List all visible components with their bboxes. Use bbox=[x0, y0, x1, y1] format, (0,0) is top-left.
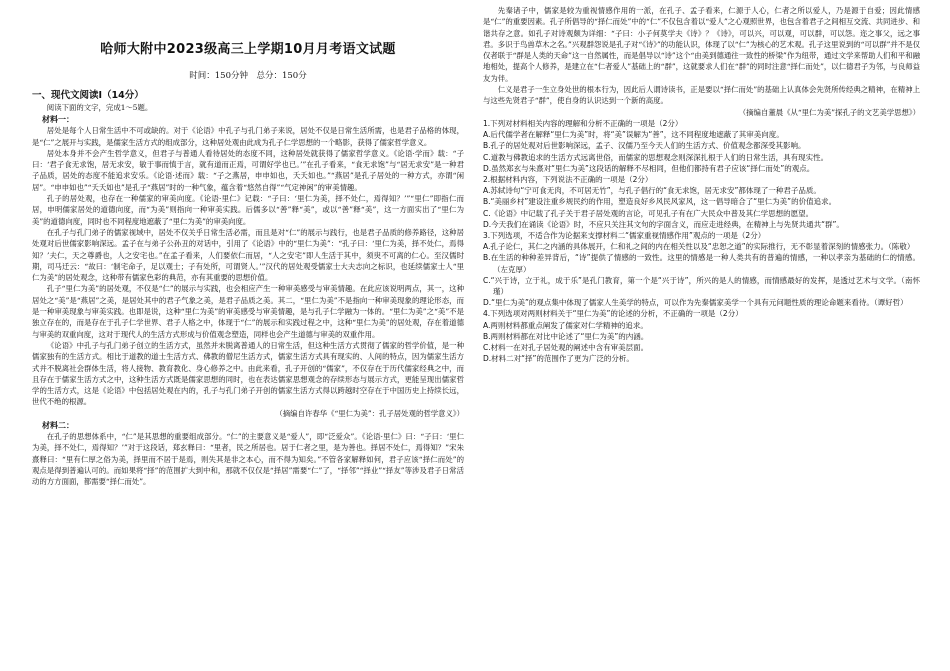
material1-paragraph: 孔子“里仁为美”的居处观，不仅是“仁”的展示与实践，也会相应产生一种审美感受与审美情趣。在此应该说明两点，其一，这种居处之“美”是“燕居”之美，是居处其中的君子气象之美，是君子品质之美。其二，“里仁为美”不是指向一种审美现象的理论形态，而是一种审美现象与审美实践。也即是说，这种“里仁为美”的审美感受与审美情趣，是与孔子仁学融为一体的。“里仁为美”之“美”不是独立存在的，而是存在于孔子仁学世界、君子人格之中，体现于“仁”的展示和实践过程之中，这种“里仁为美”的居处观，存在着道德与审美的双重向度，这对于现代人的生活方式形成与价值观念塑造，同样也会产生道德与审美的双重作用。 bbox=[32, 284, 464, 339]
material1-label: 材料一： bbox=[42, 114, 74, 125]
material1-paragraph: 孔子的居处观，也存在一种儒家的审美向度。《论语·里仁》记载：“子曰：‘里仁为美，择不处仁，焉得知？’”“里仁”即指仁而居，申明儒家居处的道德向度，而“为美”则指向一种审美实践。后儒多以“善”释“美”，或以“善”释“美”，这一方面实出了“里仁为美”的道德向度，同时也不同程度地遮蔽了“里仁为美”的审美向度。 bbox=[32, 194, 464, 226]
exam-info: 时间：150分钟 总分：150分 bbox=[189, 71, 307, 81]
question-option: D.虽然郑玄与朱熹对“里仁为美”这段话的解释不尽相同，但他们都持有君子应该“择仁而处”的观点。 bbox=[483, 163, 815, 173]
right-column bbox=[483, 0, 920, 671]
question-option: C.《论语》中记载了孔子关于君子居处观的言论，可见孔子有在广大民众中普及其仁学思想的愿望。 bbox=[483, 208, 814, 218]
material1-source: （摘编自许春华《“里仁为美”：孔子居处观的哲学意义》） bbox=[275, 408, 464, 418]
material2-paragraph: 仁义是君子一生立身处世的根本行为，因此后人谓诗读书，正是要以“择仁而处”的基础上认真体会先贤所传经典之精神，在精神上与这些先贤君子“群”，使自身的认识达到一个新的高度。 bbox=[483, 85, 920, 106]
question-option: C.道教与佛教追求的生活方式远离世俗，而儒家的思想观念则深深扎根于人们的日常生活，具有现实性。 bbox=[483, 152, 829, 162]
question-option: D.今天我们在诵读《论语》时，不应只关注其文句的字面含义，而应走进经典，在精神上与先贤共通共“群”。 bbox=[483, 219, 844, 229]
question-stem: 3.下列选项，不适合作为论据来支撑材料二“儒家重视情感作用”观点的一项是（2分） bbox=[483, 231, 766, 240]
question-option: A.孔子论仁，其仁之内涵的具体展开，仁和礼之间的内在相关性以及“忠恕之道”的实际推行，无不彰显着深刻的情感张力。（陈敬） bbox=[483, 242, 915, 252]
question-option: B.在生活的种种差异背后，“诗”提供了情感的一致性。这里的情感是一种人类共有的普遍的情感，一种以孝亲为基础的仁的情感。（左克厚） bbox=[483, 253, 920, 274]
material2-paragraph: 在孔子的思想体系中，“仁”是其思想的重要组成部分。“仁”的主要意义是“爱人”，即“泛爱众”。《论语·里仁》曰：“子曰：‘里仁为美，择不处仁，焉得知？’”对于这段话，郑玄释曰：“里者，民之所居也。居于仁者之里，是为善也。择居不处仁，焉得知？”宋朱熹释曰：“里有仁厚之俗为美，择里而不居于是焉，则失其是非之本心，而不得为知矣。”不管各家解释如何，君子应该“择仁而处”的观点是得到普遍认可的。而如果将“择”的范围扩大到中和，那就不仅仅是“择居”需要“仁”了，“择邻”“择业”“择友”等涉及君子日常活动的方方面面，都需要“择仁而处”。 bbox=[32, 432, 464, 487]
left-column bbox=[32, 0, 464, 671]
question-option: D.“里仁为美”的观点集中体现了儒家人生美学的特点，可以作为先秦儒家美学一个具有元问题性质的理论命题来看待。（谭好哲） bbox=[483, 298, 908, 308]
question-option: A.后代儒学者在解释“里仁为美”时，将“美”误解为“善”，这不同程度地遮蔽了其审美向度。 bbox=[483, 130, 784, 140]
question-stem: 2.根据材料内容，下列说法不正确的一项是（2分） bbox=[483, 174, 653, 184]
left-body bbox=[32, 90, 464, 488]
material1-paragraph: 在孔子与孔门弟子的儒家视域中，居处不仅关乎日常生活必需，而且是对“仁”的展示与践行，也是君子品质的修养路径，这种居处观对后世儒家影响深远。孟子在与弟子公孙丑的对话中，引用了《论语》中的“里仁为美”：“孔子曰：‘里仁为美，择不处仁，焉得知？’夫仁，天之尊爵也，人之安宅也。”在孟子看来，人们要依仁而居，“人之安宅”即人生活于其中，须臾不可离的仁心。至汉儒时期，司马迁云：“故曰：‘制宅命子，足以观士；子有处所，可谓贤人。’”汉代的居处观受儒家士大夫志向之标识，也延续儒家士人“里仁为美”的居处观念，这种带有儒家色彩的典范，亦有其重要的思想价值。 bbox=[32, 227, 464, 283]
question-option: B.两则材料都在对比中论述了“里仁为美”的内涵。 bbox=[483, 331, 649, 341]
question-option: B.孔子的居处观对后世影响深远，孟子、汉儒乃至今天人们的生活方式、价值观念都深受其影响。 bbox=[483, 141, 806, 151]
question-option: B.“美丽乡村”建设注重乡规民约的作用，塑造良好乡风民风家风，这一倡导暗合了“里仁为美”的价值追求。 bbox=[483, 197, 837, 207]
material1-paragraph: 居处是每个人日常生活中不可或缺的。对于《论语》中孔子与孔门弟子来说，居处不仅是日常生活所需，也是君子品格的体现，是“仁”之展开与实践，是儒家生活方式的组成部分，这种居处观由此成为孔子仁学思想的一个略影，获得了儒家哲学意义。 bbox=[32, 126, 464, 147]
question-option: A.两则材料都重点阐发了儒家对仁学精神的追求。 bbox=[483, 320, 648, 330]
material2-label: 材料二： bbox=[42, 420, 74, 431]
question-stem: 1.下列对材料相关内容的理解和分析不正确的一项是（2分） bbox=[483, 118, 683, 128]
question-option: C.材料一在对孔子居处观的阐述中含有审美层面。 bbox=[483, 343, 649, 353]
question-option: A.苏轼诗句“宁可食无肉，不可居无竹”，与孔子倡行的“食无求饱，居无求安”都体现了一种君子品质。 bbox=[483, 186, 821, 196]
question-option: C.“兴于诗，立于礼，成于乐”是孔门教育，第一个是“兴于诗”，所兴的是人的情感，而情感最好的发挥，是透过艺术与文学。（南怀瑾） bbox=[483, 275, 920, 297]
material1-paragraph: 居处本身并不会产生哲学意义，但君子与普通人看待居处的态度不同，这种居处就获得了儒家哲学意义。《论语·学而》载：“子曰：‘君子食无求饱，居无求安，敏于事而慎于言，就有道而正焉，可谓好学也已。’”在孔子看来，“食无求饱”与“居无求安”是一种君子品质，居处的态度不能追求安乐。《论语·述而》载：“子之燕居，申申如也，夭夭如也。”“燕居”是孔子居处的一种方式，亦谓“闲居”。“申申如也”“夭夭如也”是孔子“燕居”时的一种气象，蕴含着“悠然自得”“气定神闲”的审美情趣。 bbox=[32, 148, 464, 192]
question-stem: 4.下列选项对两则材料关于“里仁为美”的论述的分析，不正确的一项是（2分） bbox=[483, 309, 743, 319]
material1-paragraph: 《论语》中孔子与孔门弟子创立的生活方式，虽然并未脱离普通人的日常生活，但这种生活方式贯彻了儒家的哲学价值，是一种儒家独有的生活方式。相比于道教的道士生活方式、佛教的僧尼生活方式，儒家生活方式具有现实的、人间的特点，因为儒家生活方式并不脱离社会群体生活，将人接物、教育教化、身心修养之中。由此来看，孔子开创的“儒家”，不仅存在于历代儒家经典之中，而且存在于儒家生活方式之中，这种生活方式既是儒家思想的同时，也在表达儒家思想观念的存续形态与展示方式，更能呈现出儒家哲学的生活方式，这是《论语》中包括居处观在内的，孔子与孔门弟子开创的儒家生活方式得以跨越时空存在于中国历史上持续长远，世代不绝的根源。 bbox=[32, 340, 464, 407]
reading-instruction: 阅读下面的文字，完成1～5题。 bbox=[46, 103, 153, 112]
material2-paragraph: 先秦诸子中，儒家是较为重视情感作用的一派，在孔子、孟子看来，仁源于人心，仁者之所以爱人，乃是源于自爱；因此情感是“仁”的重要因素。孔子所倡导的“择仁而处”中的“仁”不仅包含着以“爱人”之心观照世界，也包含着君子之间相互交流、共同进步、和谐共存之意。如孔子对诗观颇为详细：“子曰：小子何莫学夫《诗》？《诗》，可以兴，可以观，可以群，可以怨。迩之事父，远之事君。多识于鸟兽草木之名。”兴观群怨说是孔子对“《诗》”的功能认识，体现了以“仁”为核心的艺术观。孔子这里说到的“可以群”并不是仅仅者联于“群是人类的天命”这一自然属性，而是倡导以“诗”这个“由美到德通往一致性的桥梁”作为纽带，通过文学来帮助人们和平和融地相处，提高个人修养，是建立在“仁者爱人”基础上的“群”，这就要求人们在“群”的同时注意“择仁而处”，以仁德君子为邻，与良师益友为伴。 bbox=[483, 6, 920, 83]
exam-title: 哈师大附中2023级高三上学期10月月考语文试题 bbox=[100, 42, 396, 57]
section-heading: 一、现代文阅读Ⅰ（14分） bbox=[32, 90, 144, 101]
question-option: D.材料二对“择”的范围作了更为广泛的分析。 bbox=[483, 354, 634, 364]
right-body bbox=[483, 5, 920, 364]
material2-source: （摘编自董晨《从“里仁为美”探孔子的文艺美学思想》） bbox=[738, 107, 920, 117]
